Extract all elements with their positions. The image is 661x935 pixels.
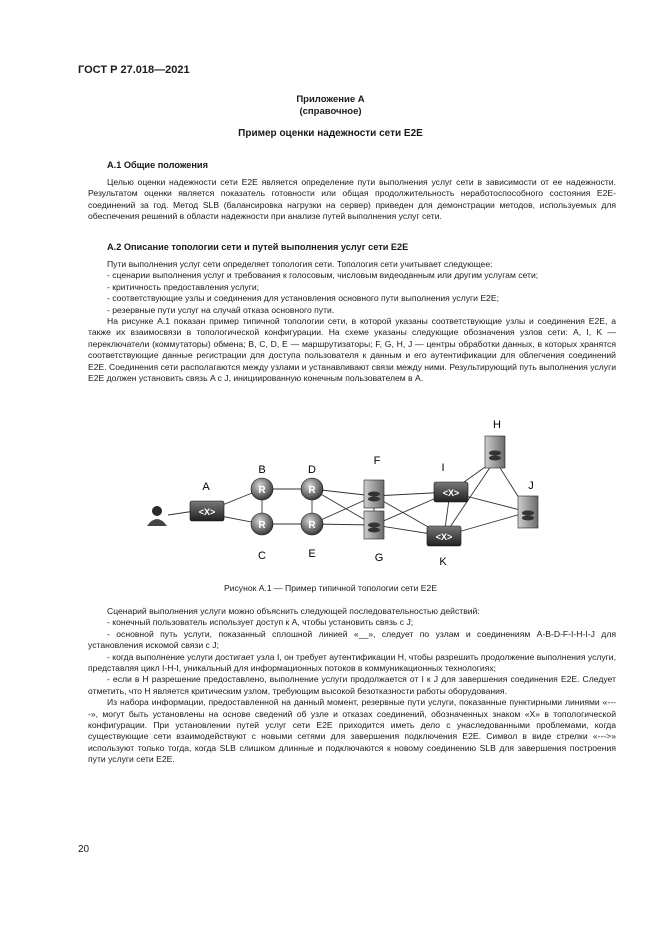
data-center-j bbox=[518, 496, 538, 528]
list-item: - критичность предоставления услуги; bbox=[107, 281, 260, 292]
router-glyph: R bbox=[258, 485, 266, 496]
list-item: - конечный пользователь использует доступ к A, чтобы установить связь с J; bbox=[107, 617, 414, 628]
switch-glyph: <X> bbox=[198, 507, 216, 517]
switch-a bbox=[190, 501, 224, 521]
switch-i bbox=[434, 482, 468, 502]
node-label-d: D bbox=[308, 464, 316, 476]
router-glyph: R bbox=[308, 520, 316, 531]
data-center-g bbox=[364, 511, 384, 539]
section-a1-paragraph: Целью оценки надежности сети E2E является определение пути выполнения услуг сети в зависимости от ее надежности. Результатом оценки является показатель готовности или общая продолжительность неработоспособного состояния E2E-соединений за год. Метод SLB (балансировка нагрузки на сервер) приведен для демонстрации методов, используемых для обеспечения решений в области надежности при анализе путей выполнения услуг сети. bbox=[88, 177, 616, 222]
end-user-icon bbox=[147, 506, 167, 526]
section-a2-paragraph: На рисунке А.1 показан пример типичной топологии сети, в которой указаны соответствующие узлы и соединения E2E, а также их взаимосвязи в топологической конфигурации. На схеме указаны следующие обозначения узлов сети: A, I, K — переключатели (коммутаторы) обмена; B, C, D, E — маршрутизаторы; F, G, H, J — центры обработки данных, в которых хранятся соответствующие данные регистрации для доступа пользователя к данным и его аутентификации для облегчения соединений E2E. Соединения сети располагаются между узлами и устанавливают связи между ними. Результирующий путь выполнения услуги E2E должен установить связь A с J, инициированную конечным пользователем в A. bbox=[88, 316, 616, 384]
node-label-i: I bbox=[441, 462, 445, 474]
figure-caption: Рисунок А.1 — Пример типичной топологии сети E2E bbox=[223, 583, 438, 593]
section-a2-body bbox=[88, 259, 616, 384]
appendix-subtitle: (справочное) bbox=[299, 106, 362, 117]
data-center-f bbox=[364, 480, 384, 508]
appendix-title: Приложение А bbox=[296, 94, 365, 105]
scenario-final-paragraph: Из набора информации, предоставленной на данный момент, резервные пути услуги, показанные пунктирными линиями «----», могут быть установлены на основе сведений об узле и отказах соединений, обозначенных знаком «X» в топологической конфигурации. При установлении путей услуг сети E2E приходится иметь дело с унаследованными проблемами, когда существующие сети взаимодействуют с новыми сетями для завершения подключения E2E. Символ в виде стрелки «--->» используют только тогда, когда SLB слишком длинные и подключаются к новому соединению SLB для завершения построения пути услуги сети E2E. bbox=[88, 697, 616, 765]
switch-glyph: <X> bbox=[442, 488, 460, 498]
data-center-h bbox=[485, 436, 505, 468]
list-item: - соответствующие узлы и соединения для установления основного пути выполнения услуги E2E; bbox=[107, 293, 499, 304]
node-label-b: B bbox=[258, 464, 266, 476]
node-label-j: J bbox=[528, 480, 534, 492]
list-item: - основной путь услуги, показанный сплошной линией «__», следует по узлам и соединениям A-B-D-F-I-H-I-J для установления искомой связи с J; bbox=[88, 628, 616, 651]
router-e bbox=[301, 513, 323, 535]
node-label-c: C bbox=[258, 550, 266, 562]
node-label-k: K bbox=[439, 556, 447, 568]
node-label-g: G bbox=[374, 552, 384, 564]
list-item: - резервные пути услуг на случай отказа основного пути. bbox=[107, 304, 335, 315]
network-topology-diagram bbox=[140, 412, 560, 577]
section-a1-title: А.1 Общие положения bbox=[107, 160, 208, 170]
switch-k bbox=[427, 526, 461, 546]
list-item: - когда выполнение услуги достигает узла I, он требует аутентификации H, чтобы разрешить продолжение выполнения услуги, представляя цикл I-H-I, уникальный для информационных потоков в коммуникационных технологиях; bbox=[88, 651, 616, 674]
switch-glyph: <X> bbox=[435, 532, 453, 542]
section-a1-body bbox=[88, 177, 616, 223]
router-d bbox=[301, 478, 323, 500]
node-label-e: E bbox=[308, 548, 316, 560]
list-item: - если в H разрешение предоставлено, выполнение услуги продолжается от I к J для завершения соединения E2E. Следует отметить, что H является критическим узлом, требующим высокой безотказности работы оборудования. bbox=[88, 674, 616, 696]
node-label-f: F bbox=[373, 455, 381, 467]
scenario-intro: Сценарий выполнения услуги можно объяснить следующей последовательностью действий: bbox=[107, 606, 480, 616]
section-a2-intro: Пути выполнения услуг сети определяет топология сети. Топология сети учитывает следующее: bbox=[107, 259, 493, 269]
network-links bbox=[168, 460, 528, 536]
document-standard-header: ГОСТ Р 27.018—2021 bbox=[78, 64, 190, 76]
node-label-h: H bbox=[493, 419, 501, 431]
router-c bbox=[251, 513, 273, 535]
appendix-heading: Пример оценки надежности сети E2E bbox=[238, 128, 423, 139]
page-number: 20 bbox=[78, 844, 90, 855]
router-glyph: R bbox=[308, 485, 316, 496]
scenario-body bbox=[88, 606, 616, 766]
router-glyph: R bbox=[258, 520, 266, 531]
router-b bbox=[251, 478, 273, 500]
section-a2-title: А.2 Описание топологии сети и путей выполнения услуг сети E2E bbox=[107, 242, 409, 252]
list-item: - сценарии выполнения услуг и требования к голосовым, числовым видеоданным или другим услугам сети; bbox=[107, 270, 539, 281]
node-label-a: A bbox=[202, 481, 210, 493]
